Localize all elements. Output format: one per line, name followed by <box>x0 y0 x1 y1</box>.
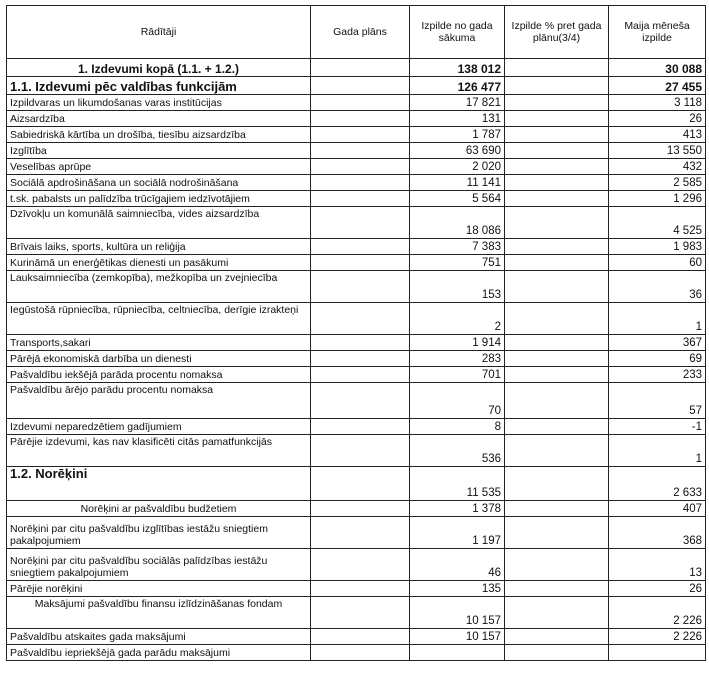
row-label: Izpildvaras un likumdošanas varas institūcijas <box>7 95 311 111</box>
row-plan <box>311 367 410 383</box>
row-pct <box>505 175 609 191</box>
row-month: 36 <box>609 271 706 303</box>
header-annual-plan: Gada plāns <box>311 6 410 59</box>
row-month: 3 118 <box>609 95 706 111</box>
row-plan <box>311 383 410 419</box>
table-row <box>7 111 706 127</box>
row-month: 1 296 <box>609 191 706 207</box>
row-month: 30 088 <box>609 59 706 77</box>
row-plan <box>311 159 410 175</box>
table-row <box>7 77 706 95</box>
row-month: 26 <box>609 581 706 597</box>
row-plan <box>311 435 410 467</box>
row-plan <box>311 143 410 159</box>
row-pct <box>505 549 609 581</box>
row-month: -1 <box>609 419 706 435</box>
row-plan <box>311 239 410 255</box>
row-exec: 138 012 <box>410 59 505 77</box>
table-row <box>7 549 706 581</box>
row-exec: 10 157 <box>410 629 505 645</box>
row-pct <box>505 143 609 159</box>
row-month: 1 983 <box>609 239 706 255</box>
row-exec: 153 <box>410 271 505 303</box>
row-plan <box>311 597 410 629</box>
row-label: Pašvaldību iepriekšējā gada parādu maksājumi <box>7 645 311 661</box>
row-label: Pašvaldību atskaites gada maksājumi <box>7 629 311 645</box>
row-month: 57 <box>609 383 706 419</box>
row-label: Pārējā ekonomiskā darbība un dienesti <box>7 351 311 367</box>
row-label: Lauksaimniecība (zemkopība), mežkopība un zvejniecība <box>7 271 311 303</box>
row-month: 2 633 <box>609 467 706 501</box>
row-exec: 1 914 <box>410 335 505 351</box>
row-plan <box>311 467 410 501</box>
row-label: 1. Izdevumi kopā (1.1. + 1.2.) <box>7 59 311 77</box>
table-row <box>7 143 706 159</box>
row-exec: 5 564 <box>410 191 505 207</box>
table-row <box>7 517 706 549</box>
row-label: Izdevumi neparedzētiem gadījumiem <box>7 419 311 435</box>
row-pct <box>505 501 609 517</box>
header-execution-ytd: Izpilde no gada sākuma <box>410 6 505 59</box>
row-label: Veselības aprūpe <box>7 159 311 175</box>
row-plan <box>311 77 410 95</box>
row-plan <box>311 271 410 303</box>
row-exec: 751 <box>410 255 505 271</box>
row-month: 26 <box>609 111 706 127</box>
row-pct <box>505 435 609 467</box>
row-exec: 536 <box>410 435 505 467</box>
row-month: 2 226 <box>609 597 706 629</box>
row-pct <box>505 303 609 335</box>
table-row <box>7 581 706 597</box>
header-indicators: Rādītāji <box>7 6 311 59</box>
table-row <box>7 419 706 435</box>
row-pct <box>505 629 609 645</box>
row-label: Brīvais laiks, sports, kultūra un reliģija <box>7 239 311 255</box>
row-exec: 8 <box>410 419 505 435</box>
row-pct <box>505 95 609 111</box>
row-label: Aizsardzība <box>7 111 311 127</box>
row-plan <box>311 419 410 435</box>
row-month: 1 <box>609 303 706 335</box>
table-row <box>7 645 706 661</box>
row-month: 1 <box>609 435 706 467</box>
row-pct <box>505 517 609 549</box>
row-exec: 11 141 <box>410 175 505 191</box>
row-exec: 70 <box>410 383 505 419</box>
row-pct <box>505 59 609 77</box>
row-month: 2 226 <box>609 629 706 645</box>
row-month: 13 <box>609 549 706 581</box>
row-exec: 1 787 <box>410 127 505 143</box>
row-exec: 126 477 <box>410 77 505 95</box>
row-pct <box>505 127 609 143</box>
row-pct <box>505 335 609 351</box>
row-exec: 135 <box>410 581 505 597</box>
row-plan <box>311 59 410 77</box>
row-month: 69 <box>609 351 706 367</box>
table-row <box>7 629 706 645</box>
row-plan <box>311 95 410 111</box>
row-label: Norēķini par citu pašvaldību sociālās palīdzības iestāžu sniegtiem pakalpojumiem <box>7 549 311 581</box>
row-pct <box>505 351 609 367</box>
row-plan <box>311 517 410 549</box>
row-exec: 2 <box>410 303 505 335</box>
row-exec: 283 <box>410 351 505 367</box>
row-label: Maksājumi pašvaldību finansu izlīdzināšanas fondam <box>7 597 311 629</box>
row-label: Pašvaldību ārējo parādu procentu nomaksa <box>7 383 311 419</box>
row-exec: 46 <box>410 549 505 581</box>
table-row <box>7 501 706 517</box>
row-plan <box>311 645 410 661</box>
table-row <box>7 597 706 629</box>
header-row <box>7 6 706 59</box>
row-month: 233 <box>609 367 706 383</box>
row-label: Sabiedriskā kārtība un drošība, tiesību aizsardzība <box>7 127 311 143</box>
row-plan <box>311 549 410 581</box>
table-row <box>7 207 706 239</box>
table-row <box>7 303 706 335</box>
row-pct <box>505 581 609 597</box>
row-label: Kurināmā un enerģētikas dienesti un pasākumi <box>7 255 311 271</box>
row-exec: 1 378 <box>410 501 505 517</box>
table-row <box>7 351 706 367</box>
row-exec: 2 020 <box>410 159 505 175</box>
row-pct <box>505 383 609 419</box>
row-pct <box>505 645 609 661</box>
row-month: 368 <box>609 517 706 549</box>
row-pct <box>505 271 609 303</box>
row-month: 13 550 <box>609 143 706 159</box>
row-pct <box>505 191 609 207</box>
row-label: Transports,sakari <box>7 335 311 351</box>
row-month: 413 <box>609 127 706 143</box>
row-pct <box>505 239 609 255</box>
table-row <box>7 159 706 175</box>
row-plan <box>311 501 410 517</box>
row-pct <box>505 111 609 127</box>
row-label: Dzīvokļu un komunālā saimniecība, vides aizsardzība <box>7 207 311 239</box>
row-label: Norēķini ar pašvaldību budžetiem <box>7 501 311 517</box>
row-month: 60 <box>609 255 706 271</box>
table-row <box>7 435 706 467</box>
row-pct <box>505 419 609 435</box>
row-plan <box>311 335 410 351</box>
row-plan <box>311 629 410 645</box>
row-label: Izglītība <box>7 143 311 159</box>
row-month <box>609 645 706 661</box>
table-row <box>7 175 706 191</box>
table-row <box>7 239 706 255</box>
table-row <box>7 467 706 501</box>
row-plan <box>311 175 410 191</box>
row-label: Iegūstošā rūpniecība, rūpniecība, celtniecība, derīgie izrakteņi <box>7 303 311 335</box>
row-plan <box>311 351 410 367</box>
row-pct <box>505 467 609 501</box>
row-label: Pārējie norēķini <box>7 581 311 597</box>
table-row <box>7 59 706 77</box>
row-pct <box>505 207 609 239</box>
row-month: 367 <box>609 335 706 351</box>
row-exec: 1 197 <box>410 517 505 549</box>
row-label: 1.2. Norēķini <box>7 467 311 501</box>
row-month: 407 <box>609 501 706 517</box>
row-month: 2 585 <box>609 175 706 191</box>
row-exec <box>410 645 505 661</box>
header-may-execution: Maija mēneša izpilde <box>609 6 706 59</box>
row-pct <box>505 255 609 271</box>
row-exec: 18 086 <box>410 207 505 239</box>
row-pct <box>505 367 609 383</box>
row-exec: 11 535 <box>410 467 505 501</box>
table-row <box>7 127 706 143</box>
row-month: 432 <box>609 159 706 175</box>
row-exec: 17 821 <box>410 95 505 111</box>
table-row <box>7 95 706 111</box>
row-month: 27 455 <box>609 77 706 95</box>
budget-table <box>6 5 706 661</box>
row-plan <box>311 191 410 207</box>
row-plan <box>311 581 410 597</box>
row-label: Pārējie izdevumi, kas nav klasificēti citās pamatfunkcijās <box>7 435 311 467</box>
row-plan <box>311 303 410 335</box>
table-row <box>7 335 706 351</box>
table-row <box>7 367 706 383</box>
row-plan <box>311 255 410 271</box>
table-row <box>7 383 706 419</box>
row-pct <box>505 159 609 175</box>
row-exec: 10 157 <box>410 597 505 629</box>
row-exec: 131 <box>410 111 505 127</box>
row-label: t.sk. pabalsts un palīdzība trūcīgajiem iedzīvotājiem <box>7 191 311 207</box>
row-exec: 7 383 <box>410 239 505 255</box>
row-label: Pašvaldību iekšējā parāda procentu nomaksa <box>7 367 311 383</box>
row-exec: 63 690 <box>410 143 505 159</box>
row-exec: 701 <box>410 367 505 383</box>
row-pct <box>505 597 609 629</box>
row-plan <box>311 111 410 127</box>
row-month: 4 525 <box>609 207 706 239</box>
row-label: Norēķini par citu pašvaldību izglītības iestāžu sniegtiem pakalpojumiem <box>7 517 311 549</box>
row-label: Sociālā apdrošināšana un sociālā nodrošināšana <box>7 175 311 191</box>
row-label: 1.1. Izdevumi pēc valdības funkcijām <box>7 77 311 95</box>
table-row <box>7 271 706 303</box>
row-plan <box>311 127 410 143</box>
row-plan <box>311 207 410 239</box>
row-pct <box>505 77 609 95</box>
table-row <box>7 191 706 207</box>
header-execution-pct: Izpilde % pret gada plānu(3/4) <box>505 6 609 59</box>
table-row <box>7 255 706 271</box>
